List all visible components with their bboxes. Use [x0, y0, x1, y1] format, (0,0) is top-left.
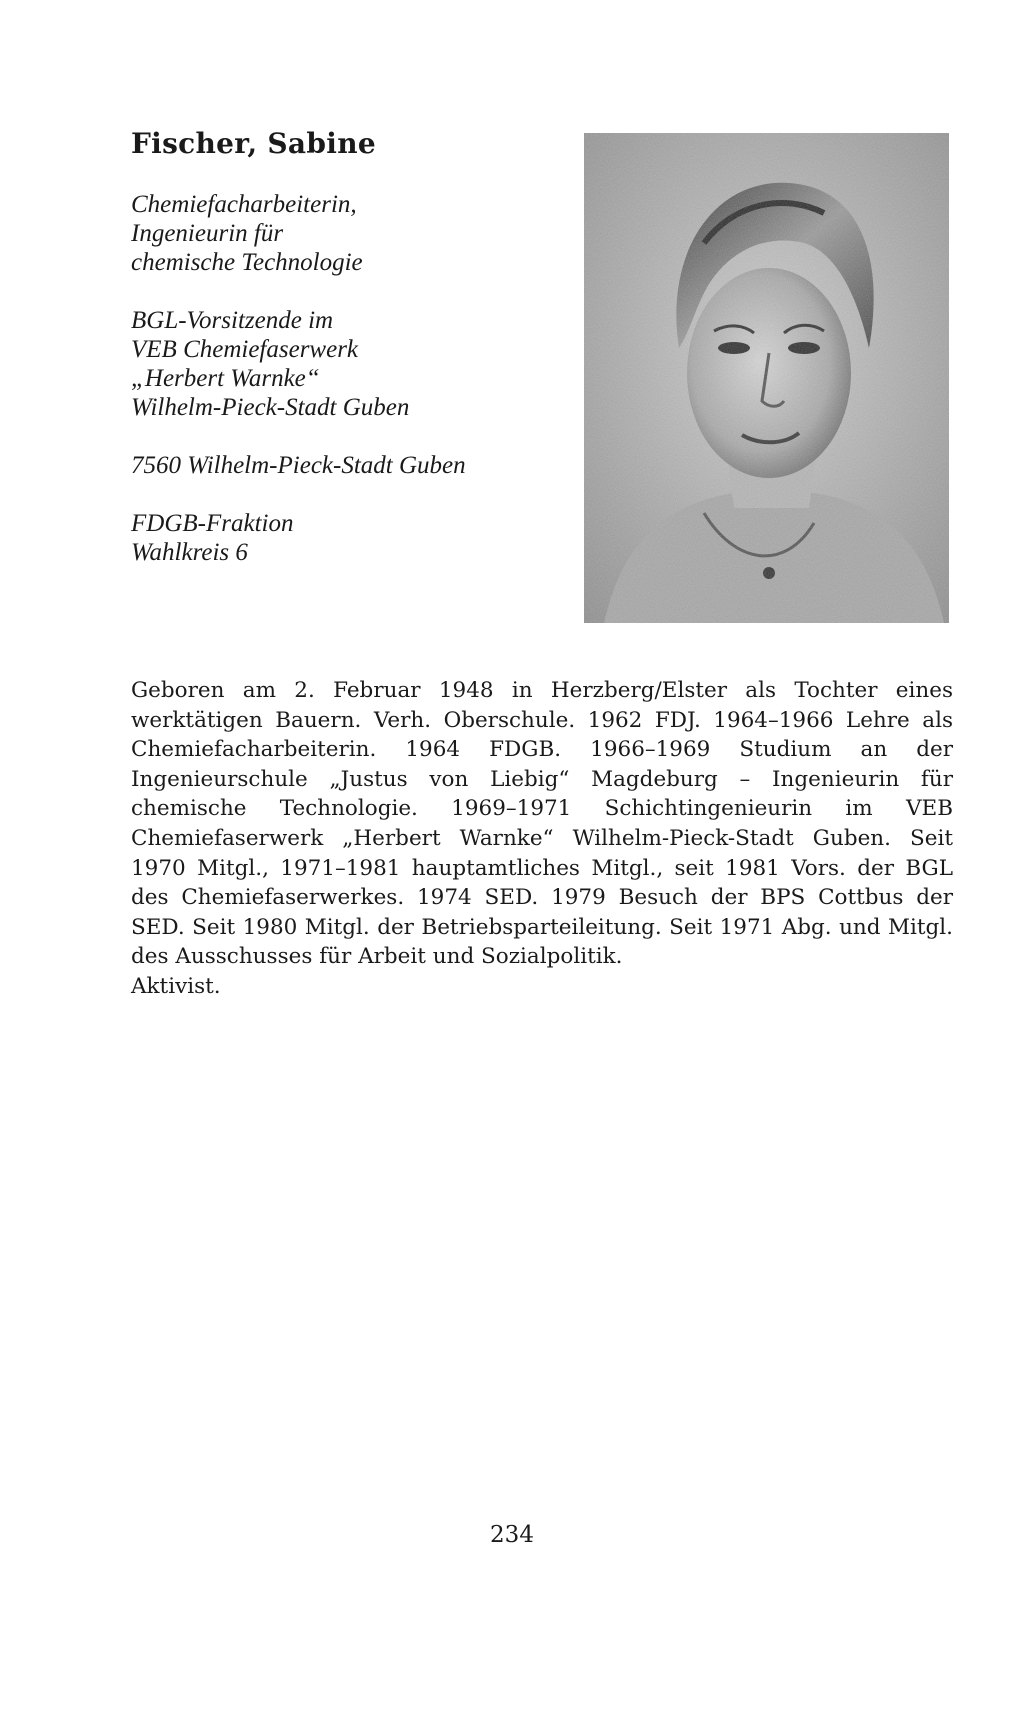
portrait-photo — [584, 133, 949, 623]
person-details — [131, 190, 571, 596]
profession-line: Ingenieurin für — [131, 220, 284, 247]
profession-block — [131, 190, 571, 277]
profession-line: chemische Technologie — [131, 249, 363, 276]
address-line: 7560 Wilhelm-Pieck-Stadt Guben — [131, 452, 466, 479]
position-line: VEB Chemiefaserwerk — [131, 336, 359, 363]
biography — [131, 676, 953, 1002]
person-name: Fischer, Sabine — [131, 127, 376, 160]
position-line: „Herbert Warnke“ — [131, 365, 320, 392]
address-block — [131, 451, 571, 480]
award-text: Aktivist. — [131, 973, 221, 999]
position-line: Wilhelm-Pieck-Stadt Guben — [131, 394, 410, 421]
faction-block — [131, 509, 571, 567]
page-number: 234 — [490, 1522, 534, 1548]
faction-line: FDGB-Fraktion — [131, 510, 294, 537]
profession-line: Chemiefacharbeiterin, — [131, 191, 357, 218]
constituency-line: Wahlkreis 6 — [131, 539, 248, 566]
position-block — [131, 306, 571, 422]
biography-text: Geboren am 2. Februar 1948 in Herzberg/Elster als Tochter eines werktätigen Bauern. Verh. Oberschule. 1962 FDJ. 1964–1966 Lehre als Chemiefacharbeiterin. 1964 FDGB. 1966–1969 Studium an der Ingenieurschule „Justus von Liebig“ Magdeburg – Ingenieurin für chemische Technologie. 1969–1971 Schichtingenieurin im VEB Chemiefaserwerk „Herbert Warnke“ Wilhelm-Pieck-Stadt Guben. Seit 1970 Mitgl., 1971–1981 hauptamtliches Mitgl., seit 1981 Vors. der BGL des Chemiefaserwerkes. 1974 SED. 1979 Besuch der BPS Cottbus der SED. Seit 1980 Mitgl. der Betriebsparteileitung. Seit 1971 Abg. und Mitgl. des Ausschusses für Arbeit und Sozialpolitik. — [131, 678, 953, 970]
position-line: BGL-Vorsitzende im — [131, 307, 334, 334]
